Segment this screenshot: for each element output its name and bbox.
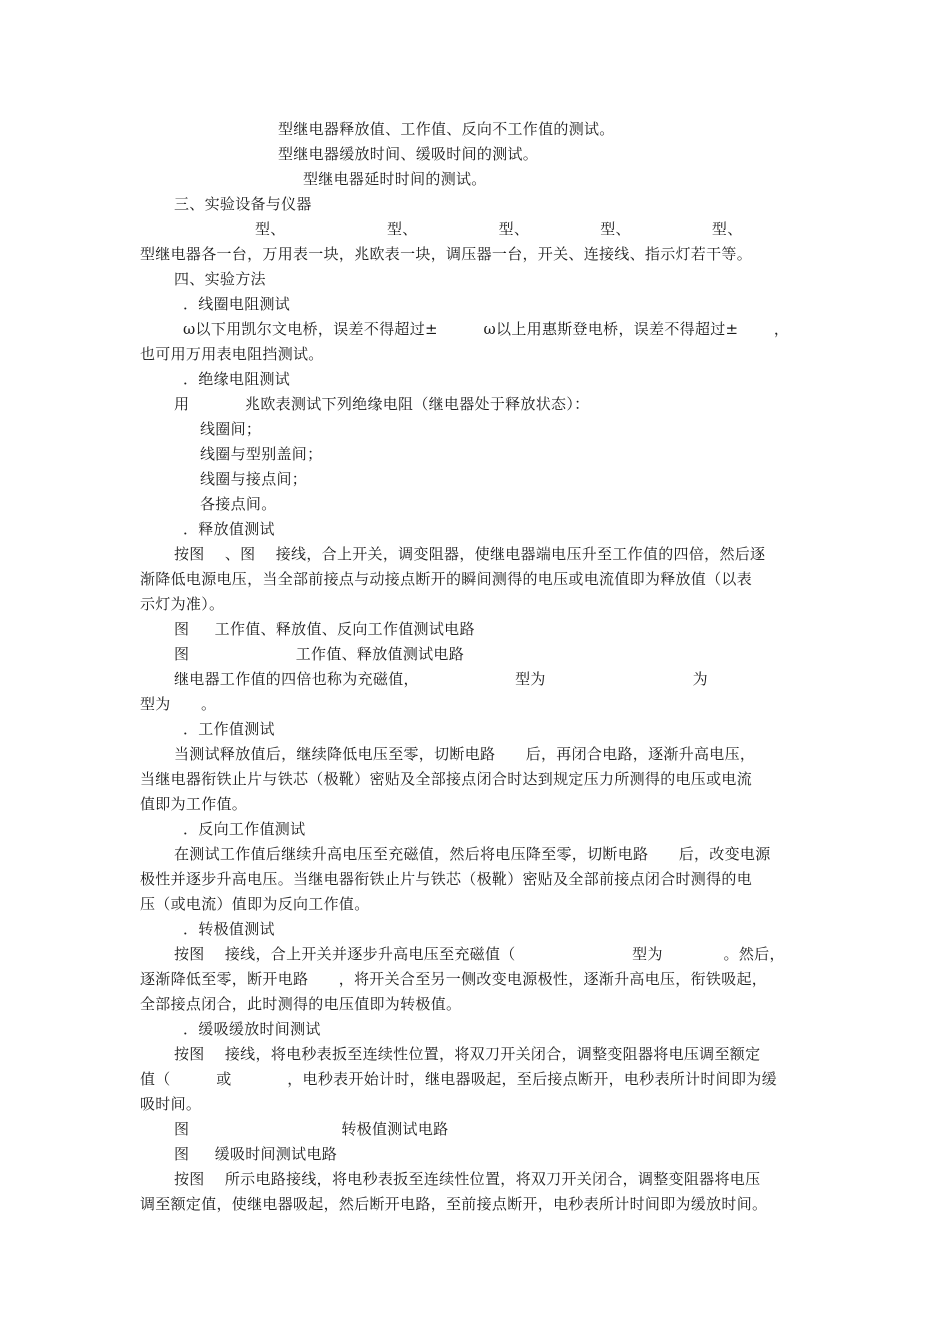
subsection-heading: ．缓吸缓放时间测试 <box>183 1020 321 1038</box>
list-item: 线圈间； <box>200 420 262 438</box>
text-line: 当测试释放值后，继续降低电压至零，切断电路 后，再闭合电路，逐渐升高电压， <box>174 745 756 763</box>
text-line: 型继电器延时时间的测试。 <box>303 170 487 188</box>
text-line: 值即为工作值。 <box>140 795 248 813</box>
text-line: 按图 接线，将电秒表扳至连续性位置，将双刀开关闭合，调整变阻器将电压调至额定 <box>174 1045 761 1063</box>
text-line: 用 兆欧表测试下列绝缘电阻（继电器处于释放状态）： <box>174 395 590 413</box>
section-heading: 三、实验设备与仪器 <box>174 195 312 213</box>
text-line: 型为 。 <box>140 695 217 713</box>
text-line: 逐渐降低至零，断开电路 ，将开关合至另一侧改变电源极性，逐渐升高电压，衔铁吸起， <box>140 970 768 988</box>
text-line: 在测试工作值后继续升高电压至充磁值，然后将电压降至零，切断电路 后，改变电源 <box>174 845 771 863</box>
text-line: 型继电器释放值、工作值、反向不工作值的测试。 <box>278 120 615 138</box>
subsection-heading: ．工作值测试 <box>183 720 275 738</box>
subsection-heading: ．释放值测试 <box>183 520 275 538</box>
subsection-heading: ．反向工作值测试 <box>183 820 306 838</box>
text-line: 按图 接线，合上开关并逐步升高电压至充磁值（ 型为 。然后， <box>174 945 785 963</box>
text-line: 渐降低电源电压，当全部前接点与动接点断开的瞬间测得的电压或电流值即为释放值（以表 <box>140 570 753 588</box>
text-line: 极性并逐步升高电压。当继电器衔铁止片与铁芯（极靴）密贴及全部前接点闭合时测得的电 <box>140 870 753 888</box>
list-item: 线圈与接点间； <box>200 470 308 488</box>
subsection-heading: ．绝缘电阻测试 <box>183 370 291 388</box>
text-line: 示灯为准）。 <box>140 595 225 613</box>
text-line: 也可用万用表电阻挡测试。 <box>140 345 324 363</box>
text-line: 调至额定值，使继电器吸起，然后断开电路，至前接点断开，电秒表所计时间即为缓放时间。 <box>140 1195 768 1213</box>
text-line: 压（或电流）值即为反向工作值。 <box>140 895 370 913</box>
figure-caption: 图 缓吸时间测试电路 <box>174 1145 338 1163</box>
section-heading: 四、实验方法 <box>174 270 266 288</box>
text-line: 全部接点闭合，此时测得的电压值即为转极值。 <box>140 995 462 1013</box>
text-line: 吸时间。 <box>140 1095 202 1113</box>
text-line: 按图 所示电路接线，将电秒表扳至连续性位置，将双刀开关闭合，调整变阻器将电压 <box>174 1170 761 1188</box>
subsection-heading: ．线圈电阻测试 <box>183 295 291 313</box>
text-line: 型、 型、 型、 型、 型、 <box>255 220 743 238</box>
text-line: 值（ 或 ，电秒表开始计时，继电器吸起，至后接点断开，电秒表所计时间即为缓 <box>140 1070 777 1088</box>
text-line: ω以下用凯尔文电桥，误差不得超过± ω以上用惠斯登电桥，误差不得超过± ， <box>183 320 790 338</box>
figure-caption: 图 工作值、释放值、反向工作值测试电路 <box>174 620 475 638</box>
list-item: 线圈与型别盖间； <box>200 445 323 463</box>
text-line: 按图 、图 接线，合上开关，调变阻器，使继电器端电压升至工作值的四倍，然后逐 <box>174 545 766 563</box>
list-item: 各接点间。 <box>200 495 277 513</box>
figure-caption: 图 工作值、释放值测试电路 <box>174 645 465 663</box>
figure-caption: 图 转极值测试电路 <box>174 1120 449 1138</box>
text-line: 当继电器衔铁止片与铁芯（极靴）密贴及全部接点闭合时达到规定压力所测得的电压或电流 <box>140 770 753 788</box>
subsection-heading: ．转极值测试 <box>183 920 275 938</box>
text-line: 型继电器缓放时间、缓吸时间的测试。 <box>278 145 539 163</box>
text-line: 型继电器各一台，万用表一块，兆欧表一块，调压器一台，开关、连接线、指示灯若干等。 <box>140 245 753 263</box>
text-line: 继电器工作值的四倍也称为充磁值， 型为 为 <box>174 670 708 688</box>
